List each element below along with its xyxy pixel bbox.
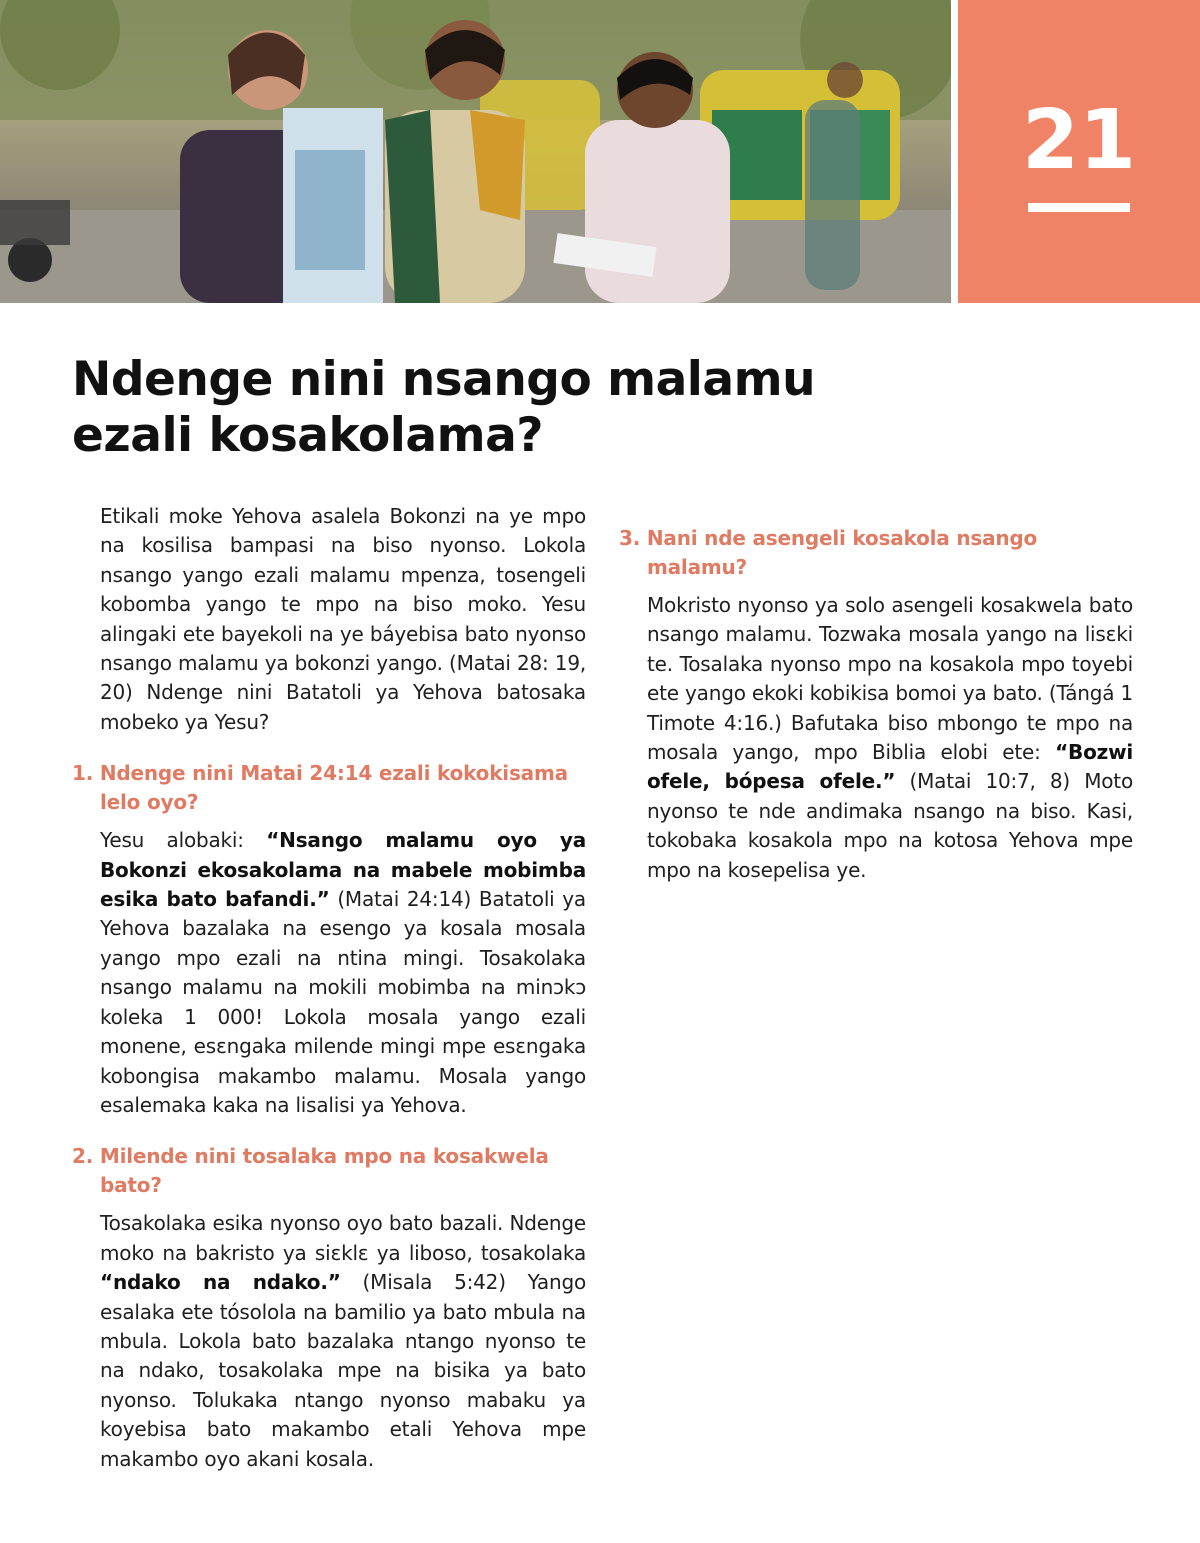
question-2: 2. Milende nini tosalaka mpo na kosakwela bato?	[72, 1144, 549, 1198]
answer-1-lead: Yesu alobaki:	[100, 828, 267, 853]
lesson-number: 21	[1021, 93, 1137, 188]
answer-1-rest: (Matai 24:14) Batatoli ya Yehova bazalaka na esengo ya kosala mosala yango mpo ezali na ntina mingi. Tosakolaka nsango malamu na mokili mobimba na minɔkɔ koleka 1 000! Lokola mosala yango ezali monene, esɛngaka milende mingi mpe esɛngaka kobongisa makambo malamu. Mosala yango esalemaka kaka na lisalisi ya Yehova.	[100, 887, 586, 1117]
page-title-line-1: Ndenge nini nsango malamu	[72, 352, 816, 407]
lesson-number-underline	[1028, 203, 1130, 212]
answer-2-lead: Tosakolaka esika nyonso oyo bato bazali. Ndenge moko na bakristo ya siɛklɛ ya liboso, tosakolaka	[100, 1211, 586, 1265]
answer-1	[100, 826, 586, 1120]
right-column	[619, 502, 1133, 885]
answer-3-quote: “Bozwi ofele, bópesa ofele.”	[647, 740, 1133, 794]
page-title	[72, 352, 832, 464]
header-photo	[0, 0, 951, 303]
answer-3-lead: Mokristo nyonso ya solo asengeli kosakwela bato nsango malamu. Tozwaka mosala yango na lisɛki te. Tosalaka nyonso mpo na kosakola mpo toyebi ete yango ekoki kobikisa bomoi ya bato. (Tángá 1 Timote 4:16.) Bafutaka biso mbongo te mpo na mosala yango, mpo Biblia elobi ete:	[647, 593, 1133, 765]
answer-3	[647, 591, 1133, 885]
question-1: 1. Ndenge nini Matai 24:14 ezali kokokisama lelo oyo?	[72, 761, 568, 815]
intro-paragraph: Etikali moke Yehova asalela Bokonzi na ye mpo na kosilisa bampasi na biso nyonso. Lokola nsango yango ezali malamu mpenza, tosengeli kobomba yango te mpo na biso moko. Yesu alingaki ete bayekoli na ye báyebisa bato nyonso nsango malamu ya bokonzi yango. (Matai 28: 19, 20) Ndenge nini Batatoli ya Yehova batosaka mobeko ya Yesu?	[100, 504, 586, 734]
answer-2	[100, 1209, 586, 1474]
left-column	[72, 502, 586, 1474]
question-3: 3. Nani nde asengeli kosakola nsango malamu?	[619, 526, 1038, 579]
answer-2-quote: “ndako na ndako.”	[100, 1270, 341, 1295]
answer-3-rest: (Matai 10:7, 8) Moto nyonso te nde andimaka nsango na biso. Kasi, tokobaka kosakola mpo na kotosa Yehova mpe mpo na kosepelisa ye.	[647, 769, 1133, 882]
answer-1-quote: “Nsango malamu oyo ya Bokonzi ekosakolama na mabele mobimba esika bato bafandi.”	[100, 828, 586, 912]
page-title-line-2: ezali kosakolama?	[72, 408, 544, 463]
answer-2-rest: (Misala 5:42) Yango esalaka ete tósolola na bamilio ya bato mbula na mbula. Lokola bato bazalaka ntango nyonso te na ndako, tosakolaka mpe na bisika ya bato nyonso. Tolukaka ntango nyonso mabaku ya koyebisa bato makambo etali Yehova mpe makambo oyo akani kosala.	[100, 1270, 586, 1471]
street-scene-illustration	[0, 0, 951, 303]
lesson-badge	[958, 0, 1200, 303]
